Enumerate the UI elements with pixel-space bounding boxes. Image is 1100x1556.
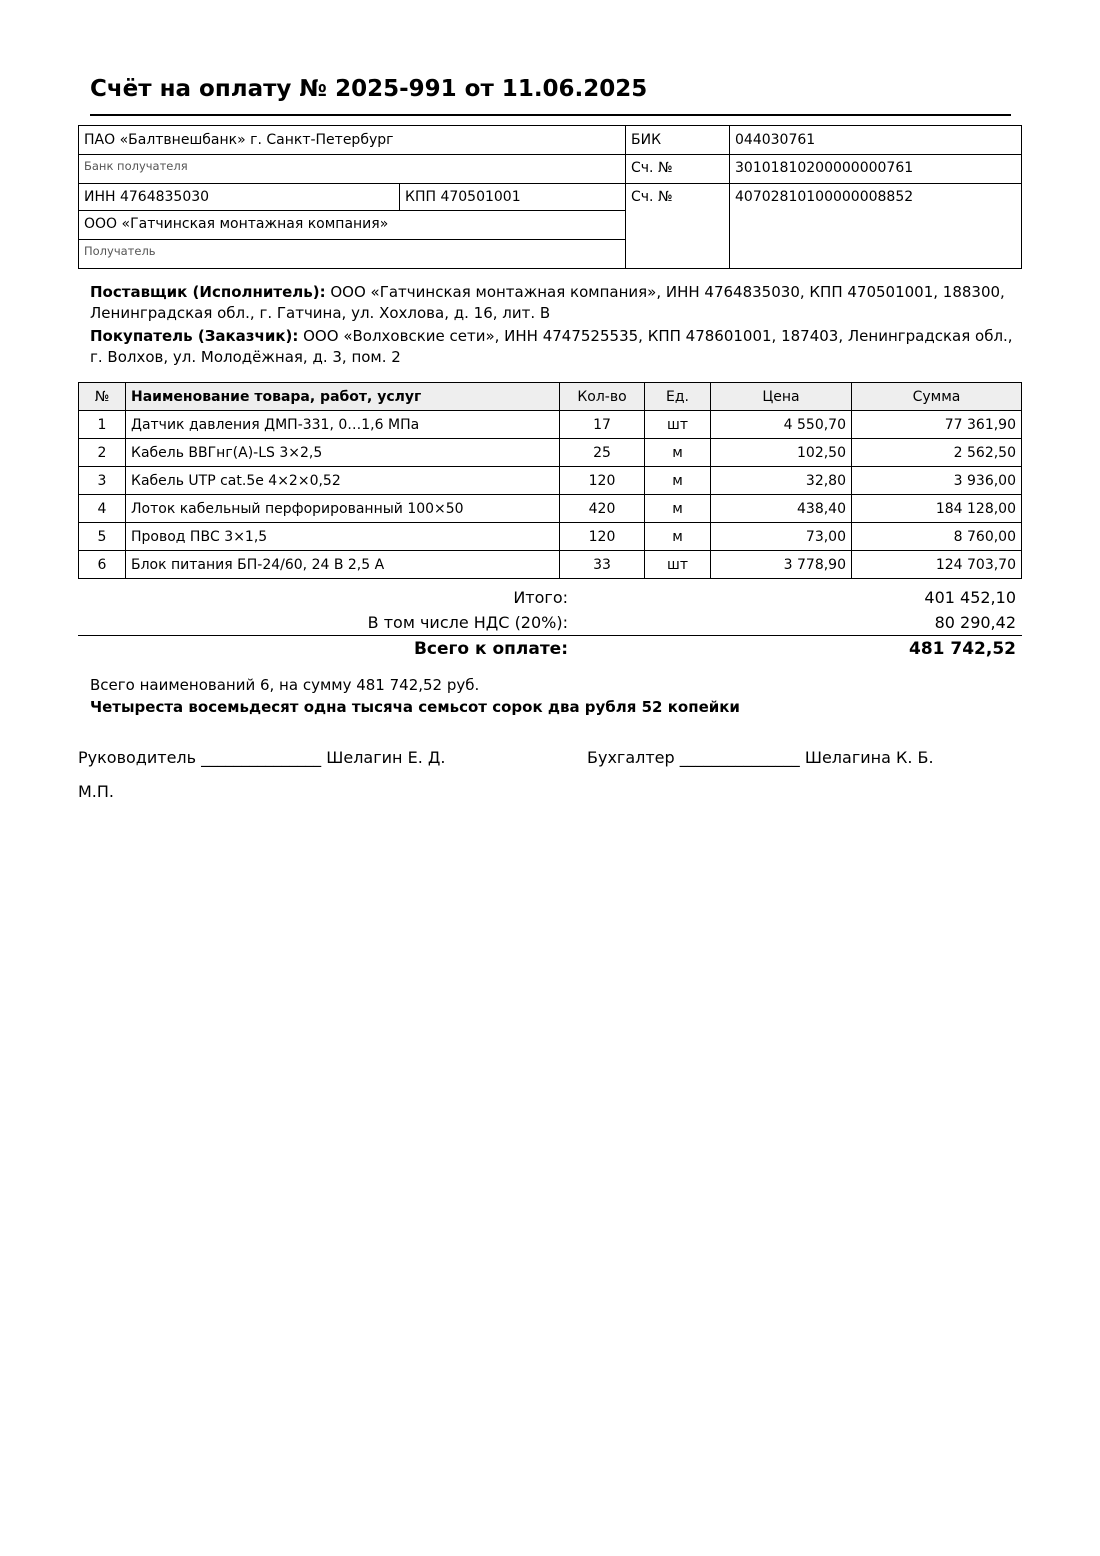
item-unit: м [645,439,711,467]
item-unit: м [645,523,711,551]
account-label: Сч. № [626,184,730,269]
grand-total-value: 481 742,52 [800,636,1022,663]
items-table [78,382,1022,579]
grand-total-label: Всего к оплате: [78,636,800,663]
recipient-kpp: КПП 470501001 [400,184,626,211]
recipient-name: ООО «Гатчинская монтажная компания» [79,211,626,240]
item-price: 4 550,70 [711,411,852,439]
item-qty: 33 [560,551,645,579]
bik-value: 044030761 [730,126,1022,155]
vat-row [78,610,1022,636]
buyer-label: Покупатель (Заказчик): [90,327,299,345]
bik-label: БИК [626,126,730,155]
item-name: Провод ПВС 3×1,5 [126,523,560,551]
item-number: 1 [79,411,126,439]
invoice-title: Счёт на оплату № 2025-991 от 11.06.2025 [90,76,648,102]
item-qty: 120 [560,467,645,495]
item-unit: м [645,495,711,523]
item-qty: 120 [560,523,645,551]
item-unit: шт [645,551,711,579]
item-sum: 184 128,00 [852,495,1022,523]
item-name: Датчик давления ДМП-331, 0…1,6 МПа [126,411,560,439]
table-row [79,467,1022,495]
table-row [79,551,1022,579]
parties-block [90,282,1022,368]
vat-label: В том числе НДС (20%): [367,613,568,632]
director-signature: Руководитель _______________ Шелагин Е. Д. [78,748,446,767]
item-number: 3 [79,467,126,495]
supplier-details: ООО «Гатчинская монтажная компания», ИНН 4764835030, КПП 470501001, 188300, Ленинградская обл., г. Гатчина, ул. Хохлова, д. 16, лит. В [90,283,1005,322]
supplier-line [90,282,1022,324]
item-number: 5 [79,523,126,551]
col-header-sum: Сумма [852,383,1022,411]
table-row [79,439,1022,467]
item-unit: шт [645,411,711,439]
item-price: 438,40 [711,495,852,523]
corr-account-value: 30101810200000000761 [730,155,1022,184]
signatures-block [78,748,1022,772]
item-qty: 25 [560,439,645,467]
table-row [79,495,1022,523]
item-price: 32,80 [711,467,852,495]
summary-count-line: Всего наименований 6, на сумму 481 742,52 руб. [90,676,480,694]
invoice-page [78,60,1022,801]
subtotal-row [78,585,1022,610]
item-name: Лоток кабельный перфорированный 100×50 [126,495,560,523]
item-price: 102,50 [711,439,852,467]
item-number: 2 [79,439,126,467]
bank-details-table [78,125,1022,269]
item-name: Блок питания БП-24/60, 24 В 2,5 А [126,551,560,579]
corr-account-label: Сч. № [626,155,730,184]
item-price: 73,00 [711,523,852,551]
supplier-label: Поставщик (Исполнитель): [90,283,326,301]
summary-block [90,674,1022,718]
item-name: Кабель UTP cat.5e 4×2×0,52 [126,467,560,495]
buyer-line [90,326,1022,368]
col-header-qty: Кол-во [560,383,645,411]
item-number: 6 [79,551,126,579]
col-header-number: № [79,383,126,411]
table-row [79,411,1022,439]
item-unit: м [645,467,711,495]
item-name: Кабель ВВГнг(А)-LS 3×2,5 [126,439,560,467]
grand-total-row [78,636,1022,663]
col-header-unit: Ед. [645,383,711,411]
accountant-signature: Бухгалтер _______________ Шелагина К. Б. [587,748,934,767]
bank-name-caption: Банк получателя [79,155,626,184]
item-sum: 3 936,00 [852,467,1022,495]
table-row [79,523,1022,551]
recipient-caption: Получатель [79,240,626,269]
subtotal-value: 401 452,10 [924,588,1016,607]
item-number: 4 [79,495,126,523]
recipient-inn: ИНН 4764835030 [79,184,400,211]
item-sum: 8 760,00 [852,523,1022,551]
summary-amount-in-words: Четыреста восемьдесят одна тысяча семьсот сорок два рубля 52 копейки [90,698,740,716]
col-header-name: Наименование товара, работ, услуг [126,383,560,411]
item-price: 3 778,90 [711,551,852,579]
buyer-details: ООО «Волховские сети», ИНН 4747525535, КПП 478601001, 187403, Ленинградская обл., г. Волхов, ул. Молодёжная, д. 3, пом. 2 [90,327,1013,366]
account-value: 40702810100000008852 [730,184,1022,269]
item-qty: 17 [560,411,645,439]
vat-value: 80 290,42 [934,613,1016,632]
totals-table [78,585,1022,662]
title-divider [90,114,1011,116]
items-header-row [79,383,1022,411]
item-sum: 77 361,90 [852,411,1022,439]
subtotal-label: Итого: [513,588,568,607]
bank-name: ПАО «Балтвнешбанк» г. Санкт-Петербург [79,126,626,155]
item-sum: 124 703,70 [852,551,1022,579]
item-sum: 2 562,50 [852,439,1022,467]
col-header-price: Цена [711,383,852,411]
item-qty: 420 [560,495,645,523]
stamp-place: М.П. [78,782,115,801]
